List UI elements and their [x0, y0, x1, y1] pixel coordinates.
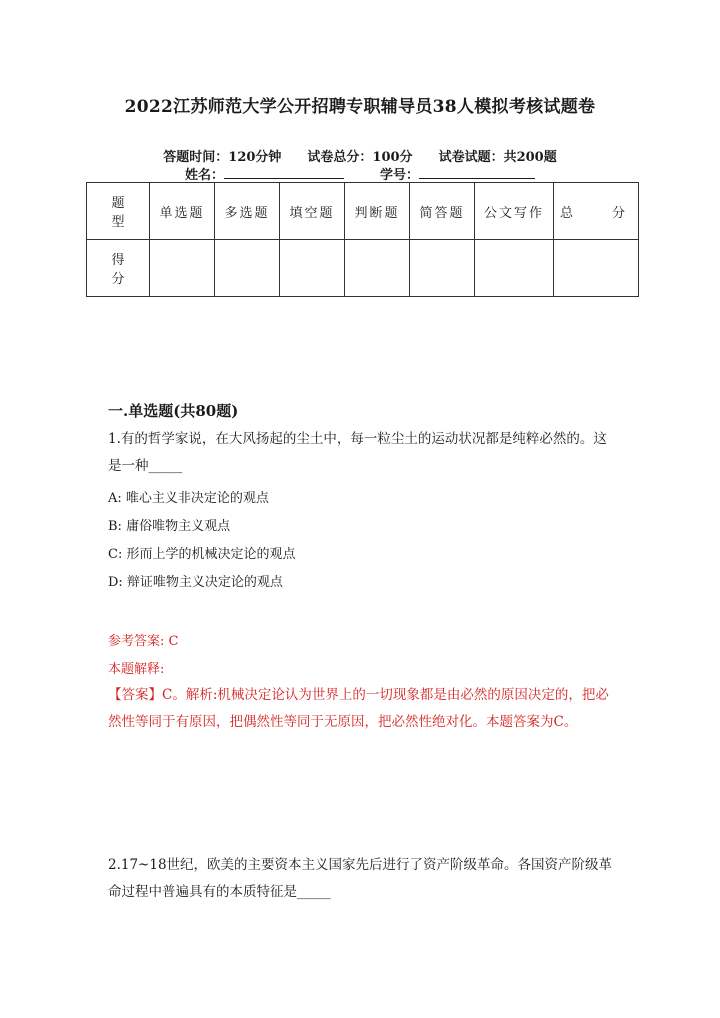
id-label: 学号： [380, 168, 420, 183]
question-1-option-b: B: 庸俗唯物主义观点 [108, 519, 231, 534]
score-table-score-row [87, 240, 639, 297]
exam-title: 2022江苏师范大学公开招聘专职辅导员38人模拟考核试题卷 [124, 97, 596, 117]
score-cell [475, 240, 554, 297]
header-type-cell [87, 183, 150, 240]
student-info [0, 164, 720, 183]
score-cell [345, 240, 410, 297]
exam-total-score: 试卷总分：100分 [307, 150, 413, 165]
score-cell [410, 240, 475, 297]
question-1-option-c: C: 形而上学的机械决定论的观点 [108, 547, 296, 562]
header-fill-blank: 填空题 [280, 183, 345, 240]
id-blank [419, 166, 535, 179]
score-cell [215, 240, 280, 297]
question-1-answer: 参考答案: C [108, 634, 179, 649]
header-official-writing: 公文写作 [475, 183, 554, 240]
question-2-stem: 2.17~18世纪，欧美的主要资本主义国家先后进行了资产阶级革命。各国资产阶级革命过程中普遍具有的本质特征是_____ [108, 857, 613, 900]
header-multi-choice: 多选题 [215, 183, 280, 240]
header-short-answer: 简答题 [410, 183, 475, 240]
score-cell [150, 240, 215, 297]
question-1-explanation: 【答案】C。解析:机械决定论认为世界上的一切现象都是由必然的原因决定的，把必然性等同于有原因，把偶然性等同于无原因，把必然性绝对化。本题答案为C。 [108, 687, 609, 730]
score-cell [554, 240, 639, 297]
score-table-header-row [87, 183, 639, 240]
score-label-cell: 得 分 [87, 240, 150, 297]
exam-total-questions: 试卷试题：共200题 [438, 150, 557, 165]
section-title: 一.单选题(共80题) [108, 402, 239, 420]
question-1-stem: 1.有的哲学家说，在大风扬起的尘土中，每一粒尘土的运动状况都是纯粹必然的。这是一种_____ [108, 431, 607, 474]
exam-time: 答题时间：120分钟 [163, 150, 282, 165]
question-1-option-d: D: 辩证唯物主义决定论的观点 [108, 575, 283, 590]
header-true-false: 判断题 [345, 183, 410, 240]
exam-meta [0, 146, 720, 165]
question-1-explain-label: 本题解释: [108, 662, 165, 677]
header-type-label: 题 型 [111, 196, 151, 230]
header-total: 总 分 [554, 183, 639, 240]
name-label: 姓名： [184, 168, 224, 183]
score-table [86, 182, 639, 297]
score-cell [280, 240, 345, 297]
name-blank [224, 166, 344, 179]
question-1-option-a: A: 唯心主义非决定论的观点 [108, 491, 269, 506]
header-single-choice: 单选题 [150, 183, 215, 240]
